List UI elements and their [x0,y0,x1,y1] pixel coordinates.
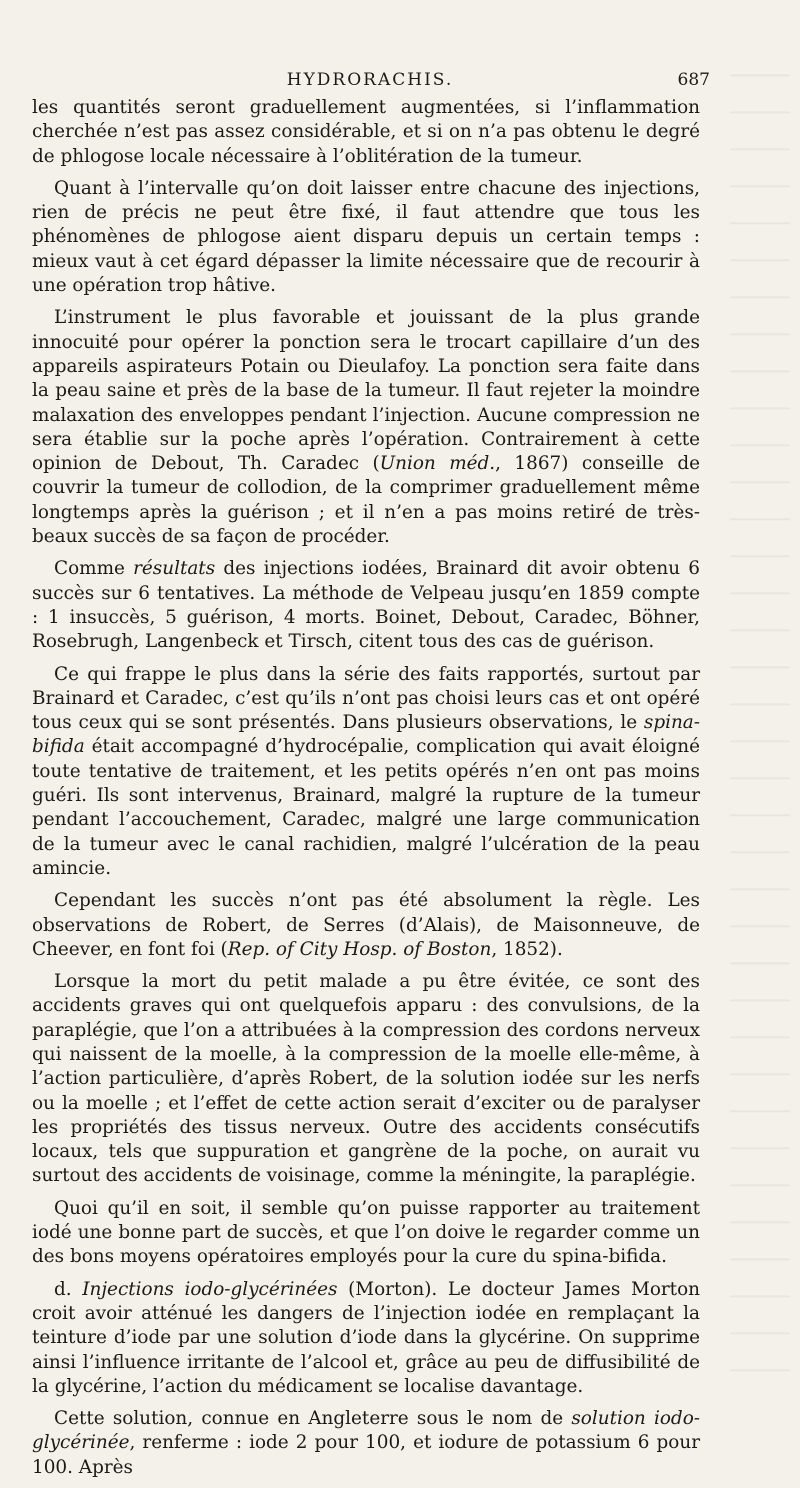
italic-run: Injections iodo-glycérinées [82,1278,338,1300]
text-run: les quantités seront graduellement augmentées, si l’inflammation cherchée n’est pas assez considérable, et si on n’a pas obtenu le degré de phlogose locale nécessaire à l’oblitération de la tumeur. [32,97,700,167]
margin-scan-noise [730,40,790,1380]
text-run: L’instrument le plus favorable et jouissant de la plus grande innocuité pour opérer la ponction sera le trocart capillaire d’un des appareils aspirateurs Potain ou Dieulafoy. La ponction sera faite dans la peau saine et près de la base de la tumeur. Il faut rejeter la moindre malaxation des enveloppes pendant l’injection. Aucune compression ne sera établie sur la poche après l’opération. Contrairement à cette opinion de Debout, Th. Caradec ( [32,307,700,475]
paragraph [32,663,700,882]
italic-run: Union méd. [379,453,496,475]
paragraph [32,970,700,1189]
text-run: des injections iodées, Brainard dit avoir obtenu 6 succès sur 6 tentatives. La méthode de Velpeau jusqu’en 1859 compte : 1 insuccès, 5 guérison, 4 morts. Boinet, Debout, Caradec, Böhner, Rosebrugh, Langenbeck et Tirsch, citent tous des cas de guérison. [32,558,700,653]
text-run: , renferme : iode 2 pour 100, et iodure de potassium 6 pour 100. Après [32,1432,700,1478]
italic-run: spina-bifida [32,712,700,758]
text-run: , 1867) conseille de couvrir la tumeur de collodion, de la comprimer graduellement même longtemps après la guérison ; et il n’en a pas moins retiré de très-beaux succès de sa façon de procéder. [32,453,700,548]
italic-run: Rep. of City Hosp. of Boston [227,938,492,960]
running-title: HYDRORACHIS. [286,70,454,90]
paragraph [32,96,700,169]
text-run: était accompagné d’hydrocépalie, complication qui avait éloigné toute tentative de traitement, et les petits opérés n’en ont pas moins guéri. Ils sont intervenus, Brainard, malgré la rupture de la tumeur pendant l’accouchement, Caradec, malgré une large communication de la tumeur avec le canal rachidien, malgré l’ulcération de la peau amincie. [32,736,700,879]
paragraph [32,889,700,962]
text-run: Ce qui frappe le plus dans la série des faits rapportés, surtout par Brainard et Caradec, c’est qu’ils n’ont pas choisi leurs cas et ont opéré tous ceux qui se sont présentés. Dans plusieurs observations, le [32,663,700,734]
paragraph [32,1197,700,1270]
page-number: 687 [677,70,710,90]
italic-run: solution iodo-glycérinée [32,1408,700,1454]
paragraph [32,557,700,654]
text-run: Comme [54,558,134,580]
text-run: , 1852). [491,938,563,960]
text-run: Cette solution, connue en Angleterre sous le nom de [54,1408,572,1430]
text-run: Lorsque la mort du petit malade a pu être évitée, ce sont des accidents graves qui ont quelquefois apparu : des convulsions, de la paraplégie, que l’on a attribuées à la compression des cordons nerveux qui naissent de la moelle, à la compression de la moelle elle-même, à l’action particulière, d’après Robert, de la solution iodée sur les nerfs ou la moelle ; et l’effet de cette action serait d’exciter ou de paralyser les propriétés des tissus nerveux. Outre des accidents consécutifs locaux, tels que suppuration et gangrène de la poche, on aurait vu surtout des accidents de voisinage, comme la méningite, la paraplégie. [32,971,700,1187]
text-run: Quant à l’intervalle qu’on doit laisser entre chacune des injections, rien de précis ne peut être fixé, il faut attendre que tous les phénomènes de phlogose aient disparu depuis un certain temps : mieux vaut à cet égard dépasser la limite nécessaire que de recourir à une opération trop hâtive. [32,177,700,297]
body-text [32,96,700,1488]
paragraph [32,1407,700,1480]
paragraph [32,177,700,298]
paragraph [32,1278,700,1399]
text-run: d. [54,1278,83,1300]
italic-run: résultats [133,558,216,580]
paragraph [32,306,700,549]
text-run: Cependant les succès n’ont pas été absolument la règle. Les observations de Robert, de Serres (d’Alais), de Maisonneuve, de Cheever, en font foi ( [32,890,700,960]
running-head [30,66,710,96]
text-run: (Morton). Le docteur James Morton croit avoir atténué les dangers de l’injection iodée en remplaçant la teinture d’iode par une solution d’iode dans la glycérine. On supprime ainsi l’influence irritante de l’alcool et, grâce au peu de diffusibilité de la glycérine, l’action du médicament se localise davantage. [32,1278,700,1397]
text-run: Quoi qu’il en soit, il semble qu’on puisse rapporter au traitement iodé une bonne part de succès, et que l’on doive le regarder comme un des bons moyens opératoires employés pour la cure du spina-bifida. [32,1197,700,1268]
